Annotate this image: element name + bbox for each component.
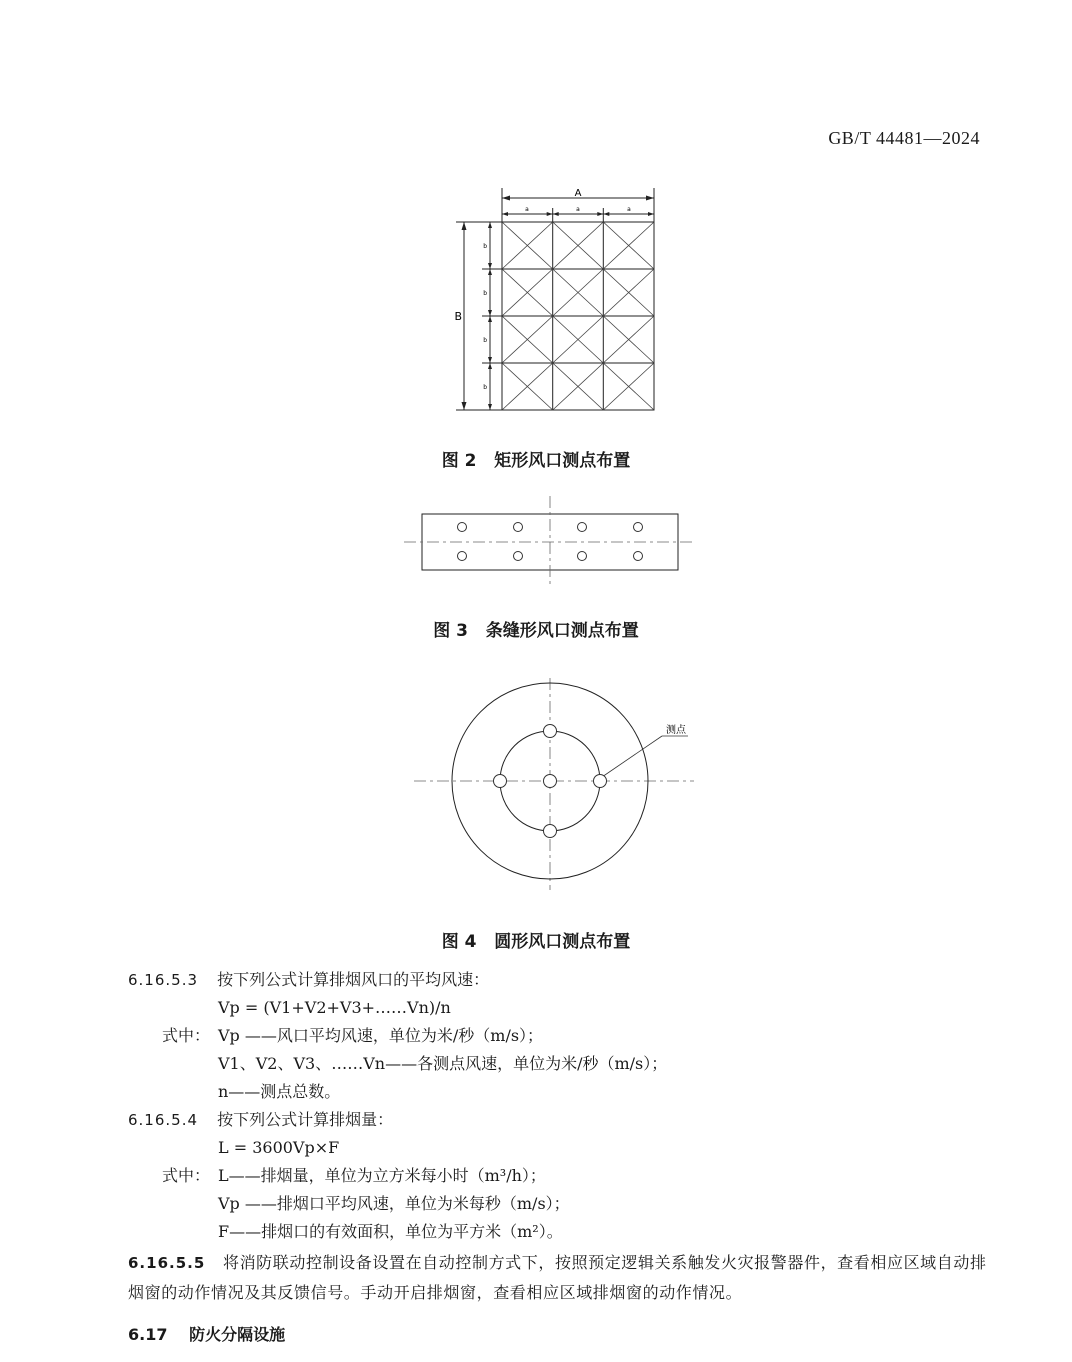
dim-label-a: a xyxy=(627,206,631,213)
dim-label-b: b xyxy=(483,384,487,391)
where-label: 式中： xyxy=(162,1166,211,1185)
where-label: 式中： xyxy=(162,1026,211,1045)
dim-label-a: a xyxy=(576,206,580,213)
section-6-17-heading xyxy=(128,1322,285,1345)
dim-label-a: a xyxy=(525,206,529,213)
figure-2-diagram xyxy=(440,182,680,418)
definition-item: Vp ——排烟口平均风速，单位为米每秒（m/s）； xyxy=(218,1194,570,1213)
definition-item: L——排烟量，单位为立方米每小时（m³/h）； xyxy=(218,1166,546,1185)
formula-average-velocity: Vp = (V1+V2+V3+……Vn)/n xyxy=(218,998,451,1017)
standard-code: GB/T 44481—2024 xyxy=(828,128,980,148)
clause-number: 6.16.5.4 xyxy=(128,1111,199,1129)
figure-3-caption: 图 3 条缝形风口测点布置 xyxy=(433,621,639,641)
clause-6-16-5-5 xyxy=(128,1248,988,1308)
figure-2-caption: 图 2 矩形风口测点布置 xyxy=(441,451,631,471)
definition-item: Vp ——风口平均风速，单位为米/秒（m/s）； xyxy=(218,1026,544,1045)
dim-label-b: b xyxy=(483,243,487,250)
clause-6-16-5-3 xyxy=(128,966,489,994)
figure-4-caption: 图 4 圆形风口测点布置 xyxy=(441,932,631,952)
clause-number: 6.16.5.5 xyxy=(128,1254,206,1272)
figure-4-diagram xyxy=(410,676,700,896)
section-title: 防火分隔设施 xyxy=(189,1325,286,1344)
figure-3-diagram xyxy=(400,488,700,592)
clause-text: 将消防联动控制设备设置在自动控制方式下，按照预定逻辑关系触发火灾报警器件，查看相应区域自动排烟窗的动作情况及其反馈信号。手动开启排烟窗，查看相应区域排烟窗的动作情况。 xyxy=(128,1253,987,1302)
clause-intro: 按下列公式计算排烟风口的平均风速： xyxy=(217,970,490,989)
definition-item: V1、V2、V3、……Vn——各测点风速，单位为米/秒（m/s）； xyxy=(218,1054,668,1073)
dim-label-b: b xyxy=(483,290,487,297)
clause-number: 6.16.5.3 xyxy=(128,971,199,989)
clause-intro: 按下列公式计算排烟量： xyxy=(217,1110,394,1129)
dim-label-b: b xyxy=(483,337,487,344)
section-number: 6.17 xyxy=(128,1325,168,1344)
definition-item: n——测点总数。 xyxy=(218,1082,341,1101)
clause-6-16-5-4 xyxy=(128,1106,393,1134)
definition-item: F——排烟口的有效面积，单位为平方米（m²）。 xyxy=(218,1222,563,1241)
measuring-point-label: 测点 xyxy=(666,725,686,736)
dim-label-A: A xyxy=(574,188,582,199)
dim-label-B: B xyxy=(454,310,462,323)
formula-smoke-volume: L = 3600Vp×F xyxy=(218,1138,340,1157)
